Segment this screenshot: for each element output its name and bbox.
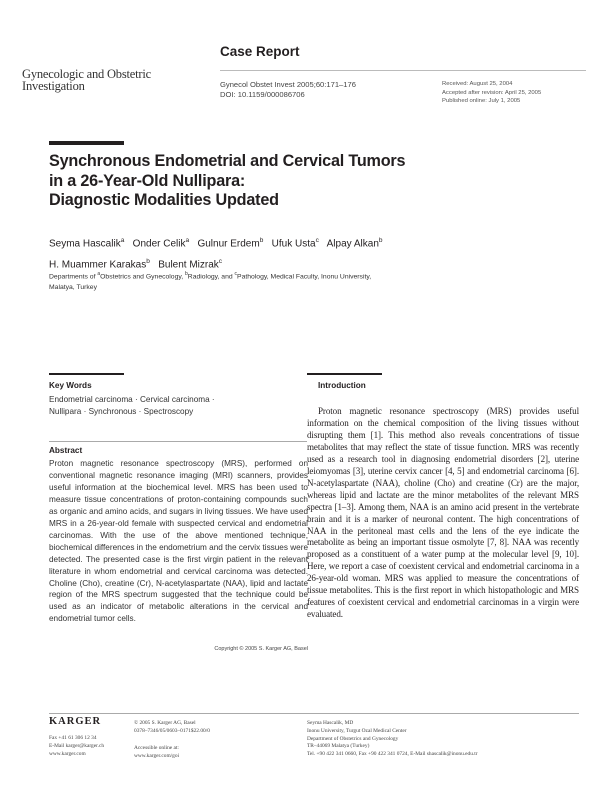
abstract-heading: Abstract <box>49 446 83 455</box>
affiliations: Departments of $^a$Obstetrics and Gynecology, $^b$Radiology, and $^c$Pathology, Medical Faculty, Inonu University, Malatya, Turkey <box>49 271 372 291</box>
accepted-date: Accepted after revision: April 25, 2005 <box>442 89 542 96</box>
keywords-list: Endometrial carcinoma · Cervical carcinoma · Nullipara · Synchronous · Spectroscopy <box>49 395 215 416</box>
correspondence: Seyma Hascalik, MD Inonu University, Turgut Ozal Medical Center Department of Obstetrics and Gynecology TR–44069 Malatya (Turkey) Tel. +90 422 341 0660, Fax +90 422 341 0724, E-Mail shascalik@inonu.edu.tr <box>307 720 478 758</box>
dates-block <box>442 80 541 106</box>
publication-info: © 2005 S. Karger AG, Basel 0378–7346/05/0603–0171$22.00/0 <box>134 720 210 734</box>
abstract-divider <box>49 441 307 442</box>
received-date: Received: August 25, 2004 <box>442 81 513 87</box>
author-list: Seyma Hascalik$^a$ Onder Celik$^a$ Gulnur Erdem$^b$ Ufuk Usta$^c$ Alpay Alkan$^b$ H. Muammer Karakas$^b$ Bulent Mizrak$^c$ <box>49 237 383 271</box>
keywords-heading: Key Words <box>49 381 92 390</box>
author-name: Ufuk Usta <box>271 238 316 250</box>
publisher-contact: Fax +41 61 306 12 34 E-Mail karger@karger.ch www.karger.com <box>49 735 105 757</box>
keywords-bar <box>49 373 124 375</box>
section-label: Case Report <box>220 44 300 59</box>
article-title: Synchronous Endometrial and Cervical Tumors in a 26-Year-Old Nullipara: Diagnostic Modalities Updated <box>49 152 406 210</box>
author-name: Alpay Alkan <box>326 238 379 250</box>
online-access: Accessible online at: www.karger.com/goi <box>134 745 180 759</box>
title-accent-bar <box>49 141 124 145</box>
author-name: H. Muammer Karakas <box>49 259 147 271</box>
author-name: Onder Celik <box>132 238 186 250</box>
intro-bar <box>307 373 382 375</box>
abstract-text: Proton magnetic resonance spectroscopy (MRS), performed on conventional magnetic resonance imaging (MRI) scanners, provides useful information at the biochemical level. MRS has been used to measure tissue concentrations of proton-containing compounds such as organic and amino acids, and sugars in living tissues. We have used MRS in a 26-year-old female with suspected cervical and endometrial carcinomas. With the use of the above mentioned technique, biochemical differences in the endometrium and the cervix tissues were detected. The presented case is the first virgin patient in the relevant literature in whom endometrial and cervical carcinoma was detected. Choline (Cho), creatine (Cr), N-acetylaspartate (NAA), lipid and lactate region of the MRS spectrum suggested that the technique could be used as an indicator of metabolic alterations in the cervical and endometrial tumor cells. <box>49 459 308 624</box>
author-name: Bulent Mizrak <box>158 259 219 271</box>
introduction-heading: Introduction <box>318 381 366 390</box>
citation: Gynecol Obstet Invest 2005;60:171–176 <box>220 80 356 89</box>
introduction-text: Proton magnetic resonance spectroscopy (MRS) provides useful information on the chemical composition of the living tissues without disrupting them [1]. This method also reveals concentrations of tissue metabolites that may reflect the state of tissue function. MRS was recently used as a research tool in diagnosing endometrial disorders [2], uterine leiomyomas [3], uterine cervix cancer [4, 5] and endometrial carcinoma [6]. N-acetylaspartate (NAA), choline (Cho) and creatine (Cr) are the major, whereas lipid and lactate are the minor metabolites of the relevant MRS spectra [1–3]. Among them, NAA is an amino acid present in the vertebrate brain and it is a marker of neuronal content. The high concentrations of NAA in the peritoneal mast cells and the lens of the eye indicate the metabolite as being an important tissue osmolyte [7, 8]. NAA was recently proposed as a constituent of a water pump at the molecular level [9, 10]. Here, we report a case of coexistent cervical and endometrial carcinoma in a 26-year-old woman. MRS was applied to measure the concentrations of tissue metabolites. This is the first report in which histopathologic and MRS features of coexistent cervical and endometrial carcinomas in a virgin were evaluated. <box>307 406 579 620</box>
author-name: Seyma Hascalik <box>49 238 121 250</box>
header-divider <box>220 70 586 71</box>
copyright-line: Copyright © 2005 S. Karger AG, Basel <box>214 646 308 652</box>
footer-divider <box>49 713 579 714</box>
journal-logo: Gynecologic and Obstetric Investigation <box>22 67 151 93</box>
doi[interactable]: DOI: 10.1159/000086706 <box>220 90 305 100</box>
karger-logo: KARGER <box>49 716 102 727</box>
author-name: Gulnur Erdem <box>197 238 260 250</box>
citation-block <box>220 80 356 101</box>
published-date: Published online: July 1, 2005 <box>442 98 521 105</box>
